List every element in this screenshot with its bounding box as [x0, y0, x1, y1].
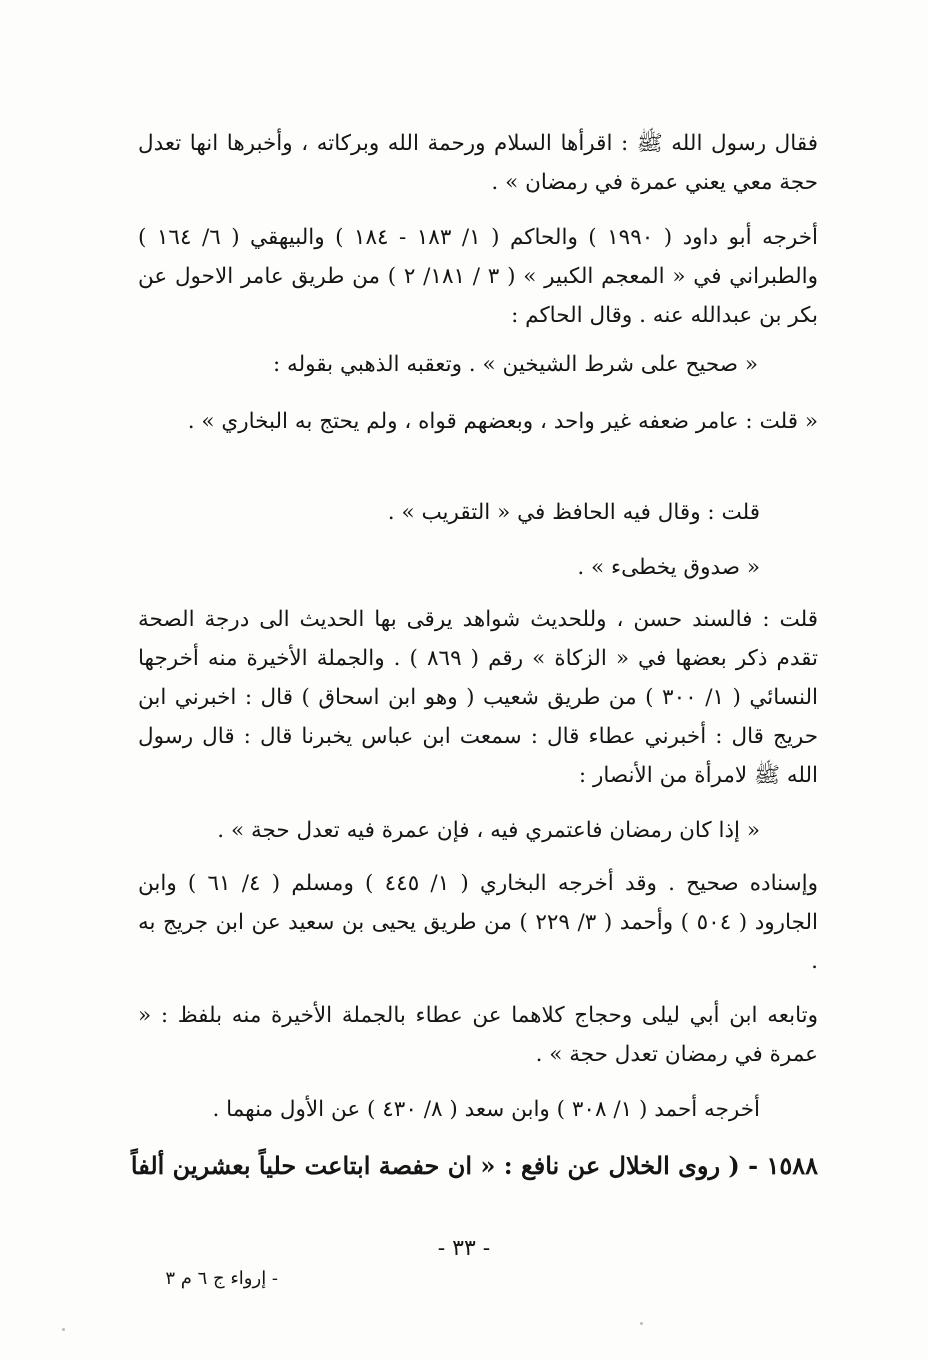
page-number: - ٣٣ - [437, 1236, 491, 1261]
footer-signature: - إرواء ج ٦ م ٣ [165, 1268, 278, 1289]
paragraph-hakim-quote: « صحيح على شرط الشيخين » . وتعقبه الذهبي بقوله : [272, 352, 758, 377]
paragraph-bukhari-takhrij: وإسناده صحيح . وقد أخرجه البخاري ( ١/ ٤٤٥ ) ومسلم ( ٤/ ٦١ ) وابن الجارود ( ٥٠٤ ) وأحمد ( ٣/ ٢٢٩ ) من طريق يحيى بن سعيد عن ابن جريج به . [138, 871, 819, 974]
scan-speck [62, 1328, 65, 1331]
paragraph-hadith-end: فقال رسول الله ﷺ : اقرأها السلام ورحمة الله وبركاته ، وأخبرها انها تعدل حجة معي يعني عمرة في رمضان » . [138, 131, 818, 195]
hadith-1588-heading: ١٥٨٨ - ( روى الخلال عن نافع : « ان حفصة ابتاعت حلياً بعشرين ألفاً [130, 1151, 818, 1180]
scan-speck [640, 1322, 643, 1325]
paragraph-saduq-quote: « صدوق يخطىء » . [577, 555, 760, 580]
paragraph-ramadan-umrah-quote: « إذا كان رمضان فاعتمري فيه ، فإن عمرة فيه تعدل حجة » . [217, 818, 760, 843]
paragraph-dhahabi-quote: « قلت : عامر ضعفه غير واحد ، وبعضهم قواه ، ولم يحتج به البخاري » . [187, 409, 818, 434]
paragraph-takhrij-abu-dawud: أخرجه أبو داود ( ١٩٩٠ ) والحاكم ( ١/ ١٨٣ - ١٨٤ ) والبيهقي ( ٦/ ١٦٤ ) والطبراني في « المعجم الكبير » ( ٣ / ١٨١/ ٢ ) من طريق عامر الاحول عن بكر بن عبدالله عنه . وقال الحاكم : [138, 225, 819, 328]
paragraph-sanad-hasan: قلت : فالسند حسن ، وللحديث شواهد يرقى بها الحديث الى درجة الصحة تقدم ذكر بعضها في « الزكاة » رقم ( ٨٦٩ ) . والجملة الأخيرة منه أخرجها النسائي ( ١/ ٣٠٠ ) من طريق شعيب ( وهو ابن اسحاق ) قال : اخبرني ابن حريج قال : أخبرني عطاء قال : سمعت ابن عباس يخبرنا قال : قال رسول الله ﷺ لامرأة من الأنصار : [138, 607, 819, 788]
paragraph-hafiz-taqrib: قلت : وقال فيه الحافظ في « التقريب » . [387, 500, 760, 525]
paragraph-mutaba-ibn-abi-layla: وتابعه ابن أبي ليلى وحجاج كلاهما عن عطاء بالجملة الأخيرة منه بلفظ : « عمرة في رمضان تعدل حجة » . [138, 1003, 818, 1067]
paragraph-ahmad-ibn-saad: أخرجه أحمد ( ١/ ٣٠٨ ) وابن سعد ( ٨/ ٤٣٠ ) عن الأول منهما . [212, 1097, 760, 1122]
